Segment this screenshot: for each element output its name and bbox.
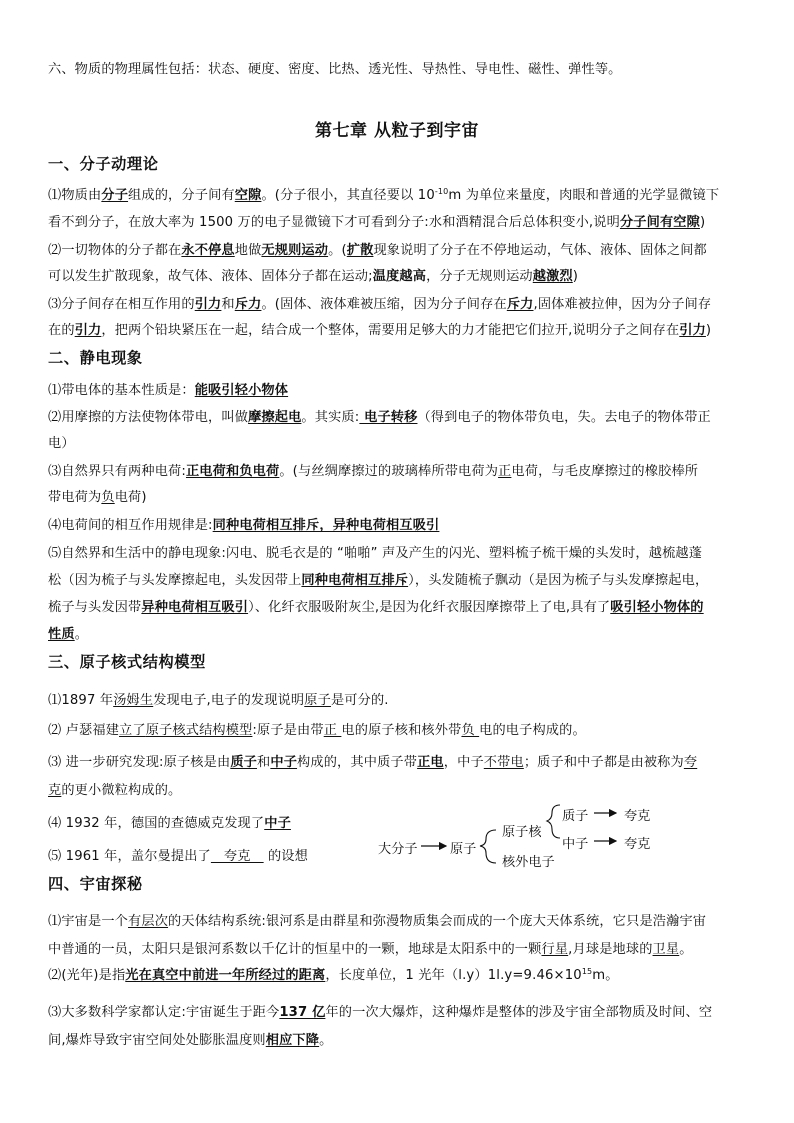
paragraph-2-5-line-1: ⑸自然界和生活中的静电现象:闪电、脱毛衣是的 “啪啪” 声及产生的闪光、塑料梳子梳干燥的头发时，越梳越蓬	[48, 546, 703, 561]
text: ,月球是地球的	[568, 942, 653, 957]
node-neutron: 中子	[562, 837, 589, 852]
text: ⑶分子间存在相互作用的	[48, 297, 195, 312]
paragraph-3-3-line-2	[48, 779, 181, 798]
text: ,固体难被拉伸，因为分子间存	[533, 297, 712, 312]
text: 。	[74, 627, 89, 642]
text: 。(与丝绸摩擦过的玻璃棒所带电荷为	[279, 464, 499, 479]
paragraph-2-3-line-2	[48, 486, 147, 505]
section-heading-electrostatics: 二、静电现象	[48, 349, 143, 367]
text: 。(分子很小，其直径要以 10	[261, 188, 435, 203]
underlined-term: 正	[323, 723, 342, 738]
keyword: 能吸引轻小物体	[194, 383, 289, 398]
exponent: -10	[434, 187, 449, 196]
text: 是可分的.	[330, 693, 389, 708]
text: 看不到分子，在放大率为 1500 万的电子显微镜下才可看到分子:水和酒精混合后总体积变小,说明	[48, 215, 620, 230]
keyword: 空隙	[234, 188, 262, 203]
text: 和	[221, 297, 235, 312]
text: 可以发生扩散现象，故气体、液体、固体分子都在运动;	[48, 269, 373, 284]
paragraph-3-2	[48, 719, 586, 738]
keyword: 摩擦起电	[248, 410, 302, 425]
keyword: 异种电荷相互吸引	[141, 600, 249, 615]
paragraph-2-5-line-2	[48, 569, 708, 588]
text: 的天体结构系统:银河系是由群星和弥漫物质集会而成的一个庞大天体系统，它只是浩瀚宇宙	[168, 914, 707, 929]
keyword: 同种电荷相互排斥，异种电荷相互吸引	[212, 518, 440, 533]
keyword: 扩散	[346, 243, 374, 258]
text: 构成的，其中质子带	[297, 755, 418, 770]
paragraph-4-3-line-2	[48, 1029, 332, 1048]
text: 。其实质:	[301, 410, 360, 425]
paragraph-2-4	[48, 514, 439, 533]
text: ⑵ 卢瑟福建	[48, 723, 120, 738]
underlined-term: 原子	[304, 693, 331, 708]
keyword: 分子间有空隙	[619, 215, 700, 230]
underlined-term: 原子核式结构模型	[145, 723, 253, 738]
keyword: 性质	[48, 627, 75, 642]
underlined-term: 行星	[541, 942, 569, 957]
text: 电荷，与毛皮摩擦过的橡胶棒所	[511, 464, 699, 479]
text: 和	[257, 755, 271, 770]
paragraph-3-5	[48, 845, 308, 864]
text: 地做	[234, 243, 262, 258]
text: 的设想	[263, 849, 308, 864]
text: ）、化纤衣服吸附灰尘,是因为化纤衣服因摩擦带上了电,具有了	[248, 600, 611, 615]
keyword: 正	[498, 464, 512, 479]
keyword: 引力	[679, 323, 706, 338]
text: ⑴宇宙是一个	[48, 914, 129, 929]
intro-line: 六、物质的物理属性包括：状态、硬度、密度、比热、透光性、导热性、导电性、磁性、弹性等。	[48, 62, 622, 77]
node-atom: 原子	[450, 842, 477, 857]
exponent: 15	[581, 967, 593, 976]
paragraph-2-3-line-1	[48, 460, 698, 479]
underlined-term: 克	[48, 783, 62, 798]
underlined-term: 夸克	[210, 849, 264, 864]
underlined-term: 立了	[119, 723, 146, 738]
text: 。(	[328, 243, 347, 258]
text: ⑴1897 年	[48, 693, 114, 708]
keyword: 同种电荷相互排斥	[301, 573, 409, 588]
text: m。	[592, 968, 619, 983]
keyword: 质子	[230, 755, 258, 770]
paragraph-1-3-line-1	[48, 293, 711, 312]
keyword: 正电	[417, 755, 444, 770]
text: 现象说明了分子在不停地运动，气体、液体、固体之间都	[373, 243, 707, 258]
keyword: 引力	[194, 297, 222, 312]
particle-structure-diagram	[378, 800, 678, 872]
text: ），头发随梳子飘动（是因为梳子与头发摩擦起电，	[408, 573, 709, 588]
keyword: 相应下降	[265, 1033, 320, 1048]
text: ⑵一切物体的分子都在	[48, 243, 182, 258]
keyword: 137 亿	[279, 1005, 326, 1020]
keyword: 永不停息	[181, 243, 235, 258]
paragraph-4-1-line-1	[48, 910, 706, 929]
text: ⑶大多数科学家都认定:宇宙诞生于距今	[48, 1005, 280, 1020]
keyword: 负	[101, 490, 115, 505]
node-quark-1: 夸克	[624, 809, 651, 824]
underlined-term: 卫星	[652, 942, 680, 957]
paragraph-1-1-line-1	[48, 184, 719, 203]
text: m 为单位来量度，肉眼和普通的光学显微镜下	[448, 188, 720, 203]
text: 。	[319, 1033, 333, 1048]
text: 。(固体、液体难被压缩，因为分子间存在	[261, 297, 507, 312]
paragraph-3-1	[48, 689, 389, 708]
paragraph-3-4	[48, 812, 291, 831]
node-molecule: 大分子	[378, 842, 418, 857]
text: ，把两个铅块紧压在一起，结合成一个整体，需要用足够大的力才能把它们拉开,说明分子之间存在	[101, 323, 680, 338]
node-electron: 核外电子	[502, 855, 555, 870]
keyword: 斥力	[234, 297, 262, 312]
keyword: 引力	[74, 323, 102, 338]
keyword: 越激烈	[532, 269, 573, 284]
keyword: 光在真空中前进一年所经过的距离	[125, 968, 326, 983]
text: )	[705, 323, 712, 338]
keyword: 分子	[101, 188, 129, 203]
brace-atom	[480, 830, 496, 863]
keyword: 温度越高	[372, 269, 427, 284]
keyword: 吸引轻小物体的	[610, 600, 704, 615]
keyword: 中子	[270, 755, 298, 770]
chapter-title: 第七章 从粒子到宇宙	[315, 121, 479, 141]
section-heading-molecular-theory: 一、分子动理论	[48, 155, 159, 173]
text: 松（因为梳子与头发摩擦起电，头发因带上	[48, 573, 302, 588]
text: 电荷)	[114, 490, 147, 505]
keyword: 电子转移	[359, 410, 418, 425]
section-heading-universe: 四、宇宙探秘	[48, 875, 143, 893]
paragraph-1-2-line-1	[48, 239, 707, 258]
paragraph-3-3-line-1	[48, 751, 697, 770]
paragraph-4-1-line-2	[48, 938, 693, 957]
paragraph-2-5-line-3	[48, 596, 704, 615]
underlined-term: 负	[461, 723, 480, 738]
underlined-term: 有层次	[128, 914, 169, 929]
underlined-term: 不带电	[483, 755, 524, 770]
text: 带电荷为	[48, 490, 102, 505]
text: （得到电子的物体带负电，失。去电子的物体带正	[417, 410, 711, 425]
text: ⑷ 1932 年，德国的查德威克发现了	[48, 816, 265, 831]
brace-nucleus	[547, 805, 560, 838]
paragraph-2-2-line-1	[48, 406, 711, 425]
text: ⑵(光年)是指	[48, 968, 126, 983]
keyword: 中子	[264, 816, 291, 831]
text: 发现电子,电子的发现说明	[153, 693, 305, 708]
keyword: 正电荷和负电荷	[185, 464, 280, 479]
paragraph-4-3-line-1	[48, 1001, 712, 1020]
text: ⑴带电体的基本性质是：	[48, 383, 195, 398]
underlined-term: 夸	[683, 755, 698, 770]
text: 。	[679, 942, 693, 957]
keyword: 斥力	[506, 297, 534, 312]
paragraph-1-1-line-2	[48, 211, 705, 230]
text: ⑴物质由	[48, 188, 102, 203]
paragraph-1-2-line-2	[48, 265, 578, 284]
text: 梳子与头发因带	[48, 600, 142, 615]
paragraph-2-5-line-4	[48, 623, 88, 642]
paragraph-1-3-line-2	[48, 319, 711, 338]
text: ；质子和中子都是由被称为	[523, 755, 684, 770]
paragraph-4-2	[48, 964, 619, 983]
text: ，长度单位，1 光年（l.y）1l.y=9.46×10	[325, 968, 582, 983]
node-nucleus: 原子核	[502, 825, 542, 840]
text: ，中子	[443, 755, 484, 770]
paragraph-2-1	[48, 379, 288, 398]
text: 中普通的一员，太阳只是银河系数以千亿计的恒星中的一颗，地球是太阳系中的一颗	[48, 942, 542, 957]
node-quark-2: 夸克	[624, 837, 651, 852]
text: 组成的，分子间有	[128, 188, 235, 203]
text: ⑶ 进一步研究发现:原子核是由	[48, 755, 231, 770]
text: ⑷电荷间的相互作用规律是:	[48, 518, 213, 533]
text: 电的原子核和核外带	[341, 723, 462, 738]
text: 在的	[48, 323, 75, 338]
text: 的更小微粒构成的。	[61, 783, 182, 798]
text: )	[699, 215, 706, 230]
text: )	[572, 269, 579, 284]
underlined-term: 汤姆生	[113, 693, 154, 708]
keyword: 无规则运动	[261, 243, 329, 258]
node-proton: 质子	[562, 809, 589, 824]
text: 电的电子构成的。	[479, 723, 586, 738]
text: ，分子无规则运动	[426, 269, 533, 284]
text: 间,爆炸导致宇宙空间处处膨胀温度则	[48, 1033, 266, 1048]
text: ⑶自然界只有两种电荷:	[48, 464, 186, 479]
text: :原子是由带	[252, 723, 324, 738]
text: ⑵用摩擦的方法使物体带电，叫做	[48, 410, 249, 425]
text: ⑸ 1961 年，盖尔曼提出了	[48, 849, 211, 864]
text: 年的一次大爆炸，这种爆炸是整体的涉及宇宙全部物质及时间、空	[325, 1005, 713, 1020]
paragraph-2-2-line-2: 电）	[48, 436, 75, 451]
section-heading-atomic-model: 三、原子核式结构模型	[48, 653, 206, 671]
